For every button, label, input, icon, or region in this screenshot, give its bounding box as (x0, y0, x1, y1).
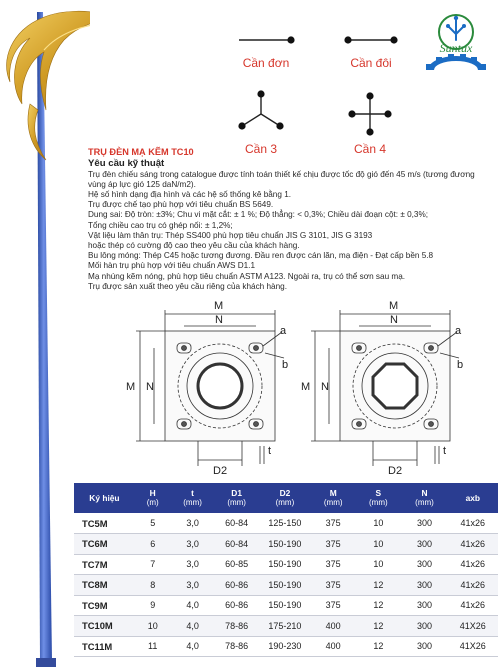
model-code-cell: TC9M (74, 595, 135, 616)
paragraph: Dung sai: Độ tròn: ±3%; Chu vi mặt cắt: ± 1 %; Độ thẳng: < 0,3%; Chiều dài đoạn cột: ± 0,3%; (88, 210, 429, 220)
table-cell: 41x26 (448, 534, 498, 555)
dimension-label-a: a (455, 325, 462, 337)
table-cell: 12 (355, 595, 401, 616)
paragraph: Mối hàn trụ phù hợp với tiêu chuẩn AWS D1.1 (88, 261, 255, 271)
model-code-cell: TC7M (74, 554, 135, 575)
table-cell: 300 (401, 636, 447, 657)
pole-shaft (37, 12, 52, 662)
table-cell: 78-86 (215, 636, 259, 657)
paragraph: hoặc thép có cường độ cao theo yêu cầu của khách hàng. (88, 240, 300, 250)
octagonal-base-plate-drawing (311, 310, 459, 466)
dimension-label-m: M (126, 381, 136, 393)
document-subtitle: Yêu cầu kỹ thuật (88, 158, 165, 169)
table-cell: 150-190 (259, 554, 311, 575)
dimension-label-b: b (457, 359, 464, 371)
table-cell: 41x26 (448, 554, 498, 575)
table-cell: 150-190 (259, 575, 311, 596)
company-logo-name: Suntux (439, 41, 473, 55)
quad-arm-icon (343, 90, 397, 140)
column-header: D1 (mm) (215, 483, 259, 513)
table-cell: 9 (135, 595, 171, 616)
table-row (74, 534, 498, 555)
dimension-label-n: N (321, 381, 329, 393)
table-cell: 10 (355, 513, 401, 534)
arm-type-label: Cần đơn (242, 56, 290, 70)
column-header: N (mm) (401, 483, 447, 513)
table-row (74, 595, 498, 616)
table-cell: 300 (401, 534, 447, 555)
paragraph: Hệ số hình dạng địa hình và các hệ số thống kê bằng 1. (88, 189, 292, 199)
model-code-cell: TC5M (74, 513, 135, 534)
table-header-row (74, 483, 498, 513)
column-header: S (mm) (355, 483, 401, 513)
column-header: D2 (mm) (259, 483, 311, 513)
pole-base (36, 658, 56, 667)
table-cell: 12 (355, 575, 401, 596)
double-arm-icon (340, 30, 402, 50)
dimension-label-a: a (280, 325, 287, 337)
model-code-cell: TC6M (74, 534, 135, 555)
arm-type-label: Cần 3 (244, 142, 278, 156)
table-cell: 10 (135, 616, 171, 637)
table-cell: 3,0 (171, 513, 215, 534)
table-cell: 300 (401, 595, 447, 616)
table-cell: 41X26 (448, 636, 498, 657)
table-cell: 11 (135, 636, 171, 657)
round-base-plate-drawing (136, 310, 284, 466)
document-title: TRỤ ĐÈN MẠ KẼM TC10 (88, 147, 194, 157)
column-header: M (mm) (311, 483, 355, 513)
table-cell: 7 (135, 554, 171, 575)
table-cell: 375 (311, 575, 355, 596)
table-cell: 10 (355, 534, 401, 555)
table-cell: 4,0 (171, 595, 215, 616)
triple-arm-icon (232, 88, 290, 138)
table-cell: 60-86 (215, 575, 259, 596)
table-cell: 175-210 (259, 616, 311, 637)
dimension-label-m: M (301, 381, 311, 393)
table-cell: 5 (135, 513, 171, 534)
column-header: Ký hiệu (74, 483, 135, 513)
dimension-label-m: M (214, 300, 224, 312)
arm-type-label: Cần đôi (350, 56, 392, 70)
model-code-cell: TC10M (74, 616, 135, 637)
pole-specification-table (74, 483, 498, 657)
table-cell: 190-230 (259, 636, 311, 657)
model-code-cell: TC8M (74, 575, 135, 596)
paragraph: Trụ đèn chiếu sáng trong catalogue được tính toán thiết kế chịu được tốc độ gió đến 45 m/s (tương đương vùng áp lực gió 125 daN/m2). (88, 169, 475, 189)
paragraph: Trụ được chế tạo phù hợp với tiêu chuẩn BS 5649. (88, 200, 274, 210)
single-arm-icon (235, 30, 297, 50)
dimension-label-t: t (443, 445, 447, 457)
dimension-label-m: M (389, 300, 399, 312)
table-cell: 300 (401, 513, 447, 534)
table-cell: 300 (401, 554, 447, 575)
dimension-label-d2: D2 (213, 465, 228, 476)
paragraph: Trụ được sản xuất theo yêu cầu riêng của khách hàng. (88, 281, 287, 291)
dimension-label-d2: D2 (388, 465, 403, 476)
table-cell: 41x26 (448, 595, 498, 616)
table-row (74, 575, 498, 596)
paragraph: Vật liệu làm thân trụ: Thép SS400 phù hợp tiêu chuẩn JIS G 3101, JIS G 3193 (88, 230, 373, 240)
dimension-label-n: N (215, 314, 223, 326)
table-cell: 375 (311, 513, 355, 534)
paragraph: Tổng chiều cao trụ có ghép nối: ± 1,2%; (88, 220, 233, 230)
table-cell: 3,0 (171, 534, 215, 555)
base-plate-drawings (110, 296, 500, 476)
table-row (74, 636, 498, 657)
table-cell: 400 (311, 616, 355, 637)
dimension-label-n: N (146, 381, 154, 393)
table-cell: 12 (355, 616, 401, 637)
dimension-label-n: N (390, 314, 398, 326)
table-cell: 8 (135, 575, 171, 596)
gear-icon (426, 54, 486, 70)
technical-requirements (88, 147, 493, 292)
dimension-label-b: b (282, 359, 289, 371)
table-cell: 375 (311, 595, 355, 616)
table-row (74, 554, 498, 575)
paragraph: Bu lông móng: Thép C45 hoặc tương đương. Đầu ren được cán lăn, mạ điện - Đạt cấp bền 5.8 (88, 251, 434, 261)
table-cell: 3,0 (171, 575, 215, 596)
model-code-cell: TC11M (74, 636, 135, 657)
table-cell: 12 (355, 636, 401, 657)
table-cell: 300 (401, 575, 447, 596)
table-cell: 41X26 (448, 616, 498, 637)
table-cell: 78-86 (215, 616, 259, 637)
table-cell: 125-150 (259, 513, 311, 534)
table-cell: 60-85 (215, 554, 259, 575)
table-cell: 60-86 (215, 595, 259, 616)
table-cell: 4,0 (171, 636, 215, 657)
column-header: H (m) (135, 483, 171, 513)
table-cell: 6 (135, 534, 171, 555)
table-cell: 41x26 (448, 513, 498, 534)
table-cell: 150-190 (259, 595, 311, 616)
table-cell: 150-190 (259, 534, 311, 555)
table-cell: 10 (355, 554, 401, 575)
table-cell: 300 (401, 616, 447, 637)
decorative-arm (7, 11, 90, 110)
column-header: axb (448, 483, 498, 513)
table-cell: 400 (311, 636, 355, 657)
table-cell: 4,0 (171, 616, 215, 637)
column-header: t (mm) (171, 483, 215, 513)
arm-type-label: Cần 4 (353, 142, 387, 156)
table-cell: 41x26 (448, 575, 498, 596)
dimension-label-t: t (268, 445, 272, 457)
table-cell: 375 (311, 554, 355, 575)
table-cell: 375 (311, 534, 355, 555)
table-cell: 3,0 (171, 554, 215, 575)
table-row (74, 513, 498, 534)
paragraph: Mạ nhúng kẽm nóng, phù hợp tiêu chuẩn ASTM A123. Ngoài ra, trụ có thể sơn sau mạ. (88, 271, 406, 281)
table-row (74, 616, 498, 637)
table-cell: 60-84 (215, 534, 259, 555)
table-cell: 60-84 (215, 513, 259, 534)
